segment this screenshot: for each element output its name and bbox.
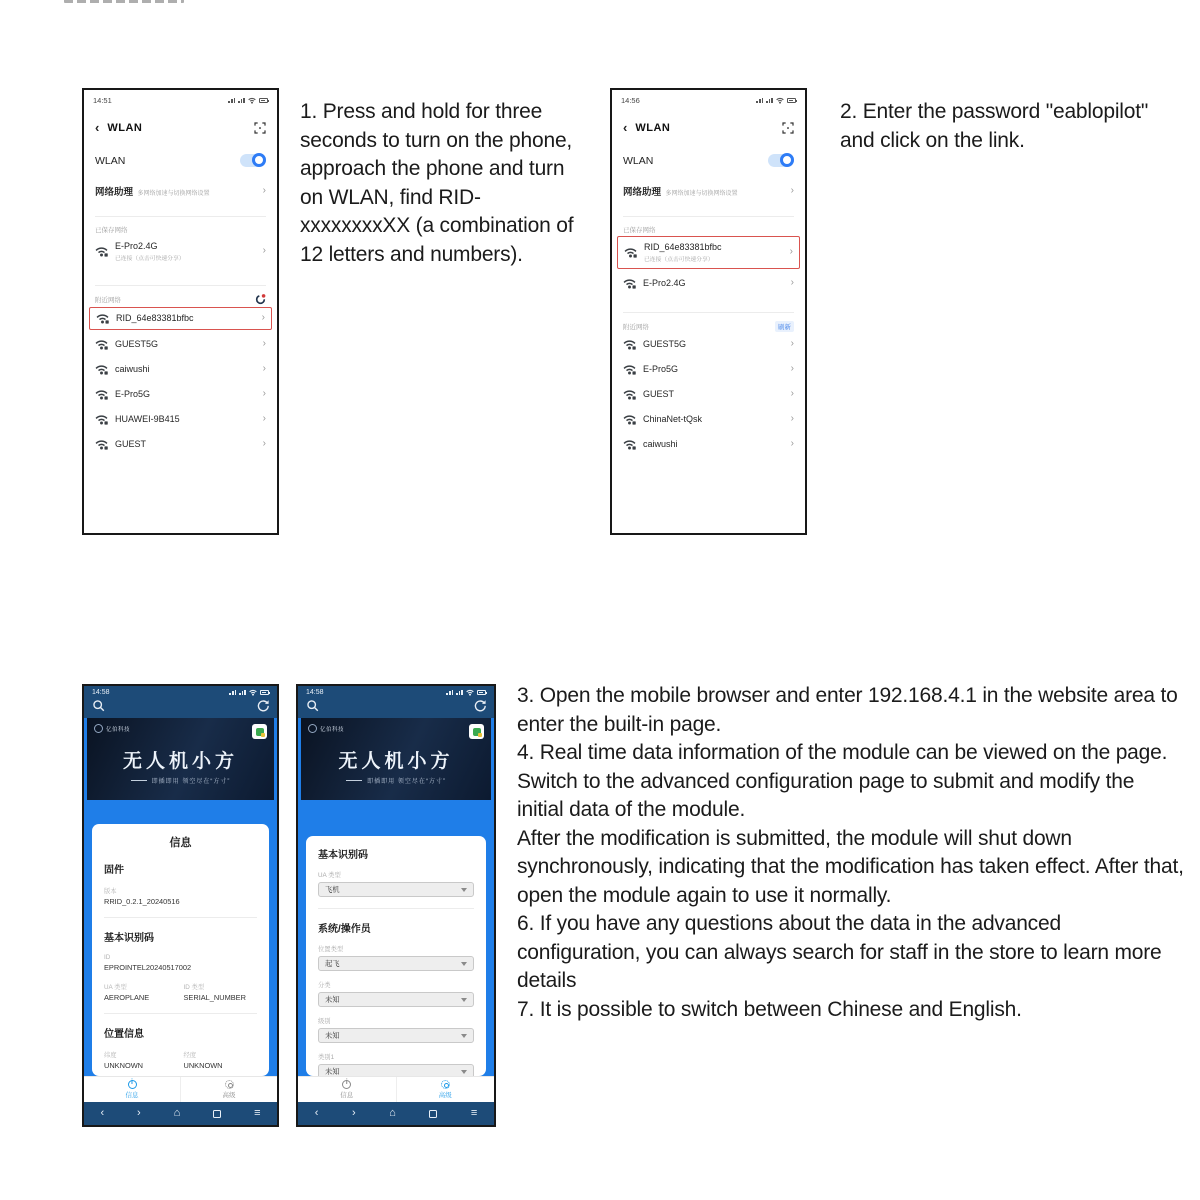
level-label: 级别 — [318, 1018, 331, 1025]
location-type-select[interactable] — [318, 956, 474, 971]
signal-icon — [756, 98, 763, 104]
clock: 14:51 — [93, 96, 112, 105]
back-button[interactable]: ‹ — [623, 120, 628, 135]
signal-icon — [446, 690, 453, 696]
instruction-step-4-cont: After the modification is submitted, the module will shut down synchronously, indicating that the modification has taken effect. After that, open the module again to use it normally. — [517, 826, 1184, 907]
network-name: GUEST5G — [115, 339, 159, 349]
signal-icon — [239, 690, 246, 696]
wifi-icon — [95, 414, 108, 425]
wifi-network-row[interactable] — [84, 432, 277, 457]
ua-type-selected: 飞机 — [325, 884, 340, 894]
scan-icon[interactable] — [254, 122, 266, 134]
wifi-network-row[interactable] — [612, 357, 805, 382]
browser-navbar — [84, 1102, 277, 1125]
clock: 14:56 — [621, 96, 640, 105]
network-name: HUAWEI-9B415 — [115, 414, 180, 424]
tab-info-label: 信息 — [340, 1092, 354, 1100]
browser-navbar — [298, 1102, 494, 1125]
battery-icon — [260, 690, 269, 695]
wifi-icon — [95, 389, 108, 400]
nav-forward-icon[interactable]: › — [137, 1107, 141, 1119]
page-title: WLAN — [107, 121, 143, 134]
wlan-toggle[interactable] — [240, 154, 266, 167]
chevron-right-icon: › — [262, 388, 266, 399]
wifi-icon — [623, 389, 636, 400]
cutoff-header-text — [64, 0, 184, 4]
nav-menu-icon[interactable]: ≡ — [254, 1107, 261, 1119]
instruction-step-1: 1. Press and hold for three seconds to turn on the phone, approach the phone and turn on WLAN, find RID-xxxxxxxxXX (a combination of 12 letters and numbers). — [300, 100, 574, 266]
wifi-network-row-rid[interactable] — [618, 237, 799, 268]
longitude-value: UNKNOWN — [183, 1061, 223, 1070]
status-bar — [612, 90, 805, 105]
level-selected: 未知 — [325, 1030, 340, 1040]
tab-advanced-label: 高级 — [438, 1092, 452, 1100]
location-section-title: 位置信息 — [104, 1029, 144, 1040]
nav-forward-icon[interactable]: › — [351, 1107, 356, 1119]
wifi-icon — [624, 247, 637, 258]
wifi-status-icon — [776, 97, 784, 104]
chevron-down-icon — [461, 962, 467, 966]
page-title: WLAN — [635, 121, 671, 134]
chevron-right-icon: › — [262, 338, 266, 349]
chevron-down-icon — [461, 1034, 467, 1038]
tab-advanced-label: 高级 — [222, 1092, 236, 1100]
network-name: GUEST — [115, 439, 147, 449]
search-icon[interactable] — [92, 699, 105, 712]
chevron-right-icon: › — [790, 363, 794, 374]
network-name: ChinaNet-tQsk — [643, 414, 703, 424]
nearby-networks-label: 附近网络 — [623, 323, 649, 331]
saved-networks-label: 已保存网络 — [623, 227, 656, 234]
wifi-network-row[interactable] — [612, 332, 805, 357]
chevron-right-icon: › — [262, 438, 266, 449]
network-name: GUEST5G — [643, 339, 687, 349]
banner-dash — [346, 780, 362, 782]
level-select[interactable] — [318, 1028, 474, 1043]
id-type-label: ID 类型 — [183, 984, 205, 991]
card-title: 信息 — [169, 837, 192, 849]
status-icons — [229, 689, 269, 696]
status-icons — [756, 97, 796, 104]
id-type-value: SERIAL_NUMBER — [183, 993, 246, 1002]
wifi-icon — [623, 439, 636, 450]
wifi-icon — [95, 339, 108, 350]
highlight-box — [89, 307, 272, 330]
info-icon — [128, 1080, 137, 1089]
back-button[interactable]: ‹ — [95, 120, 100, 135]
network-status: 已连接（点击可快速分享） — [644, 256, 714, 263]
network-name: caiwushi — [115, 364, 150, 374]
info-icon — [342, 1080, 351, 1089]
version-label: 版本 — [104, 888, 117, 895]
chevron-right-icon: › — [262, 363, 266, 374]
nav-home-icon[interactable]: ⌂ — [389, 1107, 396, 1119]
gear-icon — [441, 1080, 450, 1089]
chevron-down-icon — [461, 1070, 467, 1074]
ua-type-select[interactable] — [318, 882, 474, 897]
refresh-link[interactable]: 刷新 — [775, 321, 794, 332]
page-banner — [301, 718, 491, 800]
instruction-step-7: 7. It is possible to switch between Chinese and English. — [517, 998, 1022, 1022]
divider — [318, 908, 474, 909]
network-status: 已连接（点击可快速分享） — [115, 255, 185, 262]
network-name: caiwushi — [643, 439, 678, 449]
clock: 14:58 — [306, 689, 324, 696]
wlan-toggle-label: WLAN — [95, 154, 126, 167]
instruction-steps-3-7 — [517, 682, 1185, 1025]
instruction-step-2: 2. Enter the password "eablopilot" and click on the link. — [840, 100, 1149, 152]
gear-icon — [225, 1080, 234, 1089]
wlan-toggle-label: WLAN — [623, 154, 654, 167]
instruction-step-6: 6. If you have any questions about the data in the advanced configuration, you can always search for staff in the store to learn more details — [517, 912, 1162, 993]
chevron-right-icon: › — [262, 413, 266, 424]
status-bar — [84, 686, 277, 697]
chevron-right-icon: › — [790, 388, 794, 399]
wifi-status-icon — [248, 97, 256, 104]
network-name: E-Pro2.4G — [643, 278, 686, 288]
ua-type-value: AEROPLANE — [104, 993, 150, 1002]
wifi-icon — [95, 439, 108, 450]
wifi-icon — [623, 414, 636, 425]
nearby-networks-label: 附近网络 — [95, 296, 121, 304]
ua-type-label: UA 类型 — [318, 872, 341, 879]
system-section-title: 系统/操作员 — [318, 924, 371, 935]
status-icons — [446, 689, 486, 696]
ua-type-label: UA 类型 — [104, 984, 127, 991]
browser-toolbar — [298, 697, 494, 718]
banner-title: 无人机小方 — [122, 751, 238, 772]
basic-id-section-title: 基本识别码 — [318, 850, 368, 861]
signal-icon — [456, 690, 463, 696]
wifi-network-row[interactable] — [84, 407, 277, 432]
chevron-right-icon: › — [790, 338, 794, 349]
status-bar — [298, 686, 494, 697]
network-name: E-Pro5G — [643, 364, 679, 374]
tab-info[interactable] — [84, 1077, 180, 1102]
network-name: E-Pro5G — [115, 389, 151, 399]
browser-toolbar — [84, 697, 277, 718]
chevron-right-icon: › — [790, 413, 794, 424]
wifi-network-row[interactable] — [84, 332, 277, 357]
signal-icon — [229, 690, 236, 696]
category-label: 分类 — [318, 982, 331, 989]
network-name: RID_64e83381bfbc — [644, 242, 722, 252]
scan-icon[interactable] — [782, 122, 794, 134]
chevron-right-icon: › — [790, 185, 794, 196]
refresh-icon[interactable] — [255, 294, 266, 305]
phone-screenshot-wlan-2 — [610, 88, 807, 535]
network-assistant-row[interactable] — [84, 167, 277, 200]
wifi-icon — [96, 313, 109, 324]
wifi-icon — [623, 278, 636, 289]
network-assistant-title: 网络助理 — [623, 187, 662, 198]
network-assistant-subtitle: 多网络加速与切换网络设置 — [665, 191, 738, 197]
wifi-icon — [623, 364, 636, 375]
wifi-network-row-rid[interactable] — [90, 308, 271, 329]
longitude-label: 经度 — [183, 1052, 197, 1059]
network-name: GUEST — [643, 389, 675, 399]
chevron-right-icon: › — [789, 246, 793, 258]
nav-tabs-icon[interactable] — [429, 1110, 437, 1118]
phone-screenshot-config-page — [296, 684, 496, 1127]
instruction-step-4: 4. Real time data information of the module can be viewed on the page. Switch to the advanced configuration page to submit and modify the initial data of the module. — [517, 741, 1168, 822]
translate-icon[interactable] — [469, 724, 484, 739]
nav-back-icon[interactable]: ‹ — [100, 1107, 105, 1119]
wifi-network-row[interactable] — [84, 357, 277, 382]
network-assistant-title: 网络助理 — [95, 187, 134, 198]
chevron-down-icon — [461, 998, 467, 1002]
tab-advanced[interactable] — [396, 1077, 495, 1102]
location-type-selected: 起飞 — [325, 958, 340, 968]
network-name: RID_64e83381bfbc — [116, 313, 194, 323]
chevron-right-icon: › — [262, 245, 266, 257]
category-select[interactable] — [318, 992, 474, 1007]
chevron-right-icon: › — [790, 277, 794, 288]
wifi-icon — [95, 364, 108, 375]
battery-icon — [787, 98, 796, 103]
network-name: E-Pro2.4G — [115, 241, 158, 251]
battery-icon — [477, 690, 486, 695]
wlan-toggle[interactable] — [768, 154, 794, 167]
basic-id-section-title: 基本识别码 — [104, 933, 154, 944]
battery-icon — [259, 98, 268, 103]
search-icon[interactable] — [306, 699, 319, 712]
wifi-network-row[interactable] — [612, 407, 805, 432]
version-value: RRID_0.2.1_20240516 — [104, 897, 180, 906]
divider — [104, 1013, 257, 1014]
latitude-value: UNKNOWN — [104, 1061, 144, 1070]
wifi-icon — [95, 246, 108, 257]
wifi-network-row[interactable] — [612, 432, 805, 457]
signal-icon — [228, 98, 235, 104]
signal-icon — [766, 98, 773, 104]
nav-menu-icon[interactable]: ≡ — [470, 1107, 478, 1119]
refresh-icon[interactable] — [473, 699, 486, 712]
wifi-network-row[interactable] — [612, 271, 805, 296]
wifi-icon — [623, 339, 636, 350]
nav-tabs-icon[interactable] — [213, 1110, 221, 1118]
bottom-tabbar — [84, 1076, 277, 1102]
status-icons — [228, 97, 268, 104]
banner-subtitle: 即插即用 领空尽在“方寸” — [367, 779, 446, 785]
refresh-icon[interactable] — [256, 699, 269, 712]
bottom-tabbar — [298, 1076, 494, 1102]
page-banner — [87, 718, 274, 800]
tab-advanced[interactable] — [180, 1077, 277, 1102]
chevron-right-icon: › — [790, 438, 794, 449]
chevron-right-icon: › — [262, 185, 266, 196]
location-type-label: 位置类型 — [318, 946, 344, 953]
translate-icon[interactable] — [252, 724, 267, 739]
nav-back-icon[interactable]: ‹ — [314, 1107, 319, 1119]
category-selected: 未知 — [325, 994, 340, 1004]
divider — [104, 917, 257, 918]
tab-info-label: 信息 — [125, 1092, 139, 1100]
brand-name: 亿伯科技 — [320, 726, 345, 733]
wifi-network-row[interactable] — [84, 234, 277, 269]
wifi-network-row[interactable] — [612, 382, 805, 407]
status-bar — [84, 90, 277, 105]
phone-screenshot-wlan-1 — [82, 88, 279, 535]
brand-logo — [308, 724, 317, 733]
brand-name: 亿伯科技 — [106, 726, 131, 733]
nav-home-icon[interactable]: ⌂ — [173, 1107, 181, 1119]
info-card — [92, 824, 269, 1076]
saved-networks-label: 已保存网络 — [95, 227, 128, 234]
brand-logo — [94, 724, 103, 733]
wifi-status-icon — [466, 689, 474, 696]
class1-selected: 未知 — [325, 1066, 340, 1076]
tab-info[interactable] — [298, 1077, 396, 1102]
instruction-step-3: 3. Open the mobile browser and enter 192.168.4.1 in the website area to enter the built-in page. — [517, 684, 1178, 736]
firmware-section-title: 固件 — [104, 865, 124, 876]
banner-title: 无人机小方 — [338, 751, 454, 772]
config-card — [306, 836, 486, 1076]
id-value: EPROINTEL20240517002 — [104, 963, 192, 972]
network-assistant-subtitle: 多网络加速与切换网络设置 — [137, 191, 210, 197]
chevron-down-icon — [461, 888, 467, 892]
latitude-label: 纬度 — [104, 1052, 117, 1059]
clock: 14:58 — [92, 689, 110, 696]
wifi-network-row[interactable] — [84, 382, 277, 407]
signal-icon — [238, 98, 245, 104]
phone-screenshot-info-page — [82, 684, 279, 1127]
class1-label: 类别1 — [318, 1054, 335, 1061]
highlight-box — [617, 236, 800, 269]
id-label: ID — [104, 954, 111, 961]
wifi-status-icon — [249, 689, 257, 696]
chevron-right-icon: › — [261, 312, 265, 323]
banner-subtitle: 即插即用 领空尽在“方寸” — [151, 779, 231, 785]
network-assistant-row[interactable] — [612, 167, 805, 200]
banner-dash — [131, 780, 147, 782]
